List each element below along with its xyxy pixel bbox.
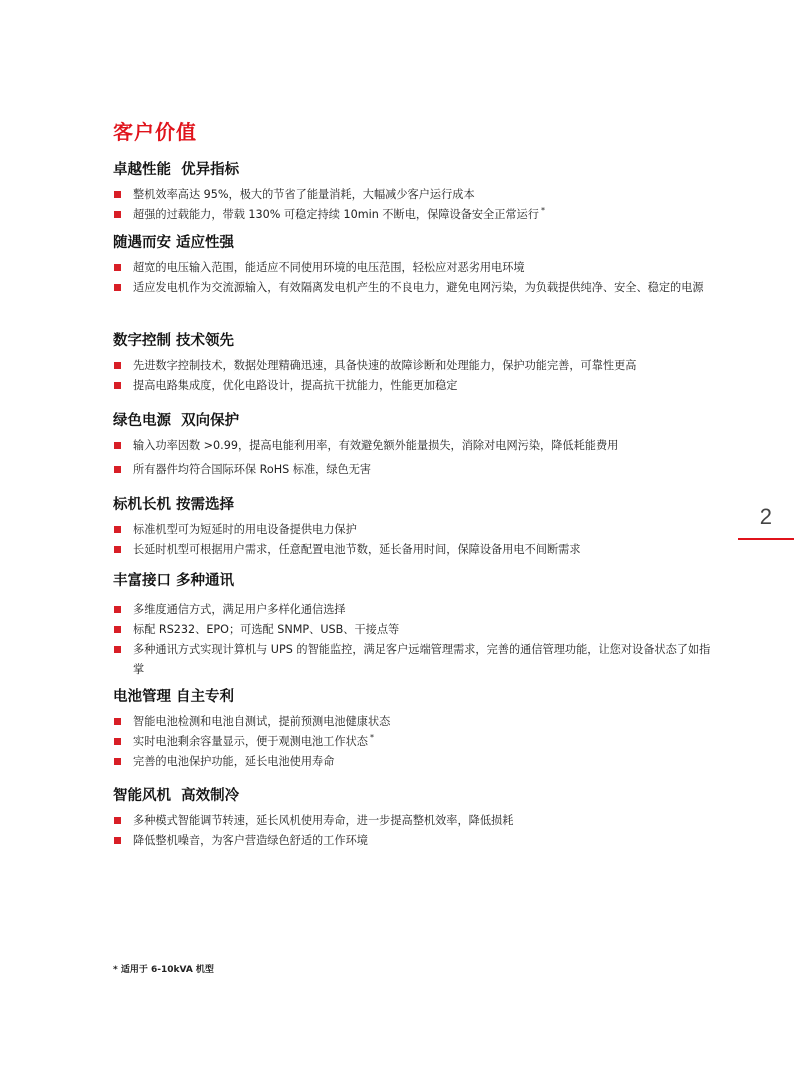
- square-bullet-icon: [114, 646, 121, 653]
- list-item: 智能电池检测和电池自测试，提前预测电池健康状态: [113, 712, 713, 732]
- list-item: 标配 RS232、EPO；可选配 SNMP、USB、干接点等: [113, 620, 713, 640]
- section-green-power: [113, 412, 713, 480]
- section-heading: 智能风机 高效制冷: [113, 788, 240, 804]
- list-item: 适应发电机作为交流源输入，有效隔离发电机产生的不良电力，避免电网污染，为负载提供纯净、安全、稳定的电源: [113, 278, 713, 298]
- square-bullet-icon: [114, 526, 121, 533]
- page-number-underline: [738, 538, 794, 540]
- page-title: 客户价值: [113, 120, 197, 144]
- square-bullet-icon: [114, 817, 121, 824]
- square-bullet-icon: [114, 362, 121, 369]
- list-item: 多维度通信方式，满足用户多样化通信选择: [113, 600, 713, 620]
- list-item: 所有器件均符合国际环保 RoHS 标准，绿色无害: [113, 460, 713, 480]
- list-item: 多种模式智能调节转速，延长风机使用寿命，进一步提高整机效率，降低损耗: [113, 811, 713, 831]
- section-heading: 标机长机 按需选择: [113, 497, 235, 513]
- list-item: 先进数字控制技术，数据处理精确迅速，具备快速的故障诊断和处理能力，保护功能完善，可靠性更高: [113, 356, 713, 376]
- square-bullet-icon: [114, 626, 121, 633]
- square-bullet-icon: [114, 606, 121, 613]
- list-item: 多种通讯方式实现计算机与 UPS 的智能监控，满足客户远端管理需求，完善的通信管理功能，让您对设备状态了如指掌: [113, 640, 713, 680]
- square-bullet-icon: [114, 382, 121, 389]
- square-bullet-icon: [114, 758, 121, 765]
- section-heading: 丰富接口 多种通讯: [113, 573, 235, 589]
- section-fan: [113, 787, 713, 851]
- list-item: 输入功率因数 >0.99，提高电能利用率，有效避免额外能量损失，消除对电网污染，降低耗能费用: [113, 436, 713, 456]
- section-heading: 绿色电源 双向保护: [113, 413, 240, 429]
- square-bullet-icon: [114, 837, 121, 844]
- square-bullet-icon: [114, 284, 121, 291]
- footnote: * 适用于 6-10kVA 机型: [113, 965, 214, 975]
- section-heading: 卓越性能 优异指标: [113, 162, 240, 178]
- page-number: 2: [759, 504, 772, 529]
- square-bullet-icon: [114, 191, 121, 198]
- list-item: 超强的过载能力，带载 130% 可稳定持续 10min 不断电，保障设备安全正常运行 *: [113, 205, 713, 225]
- list-item: 降低整机噪音，为客户营造绿色舒适的工作环境: [113, 831, 713, 851]
- list-item: 实时电池剩余容量显示，便于观测电池工作状态 *: [113, 732, 713, 752]
- square-bullet-icon: [114, 264, 121, 271]
- square-bullet-icon: [114, 466, 121, 473]
- section-heading: 数字控制 技术领先: [113, 333, 235, 349]
- list-item: 提高电路集成度，优化电路设计，提高抗干扰能力，性能更加稳定: [113, 376, 713, 396]
- section-adaptability: [113, 234, 713, 298]
- section-interfaces: [113, 572, 713, 680]
- list-item: 长延时机型可根据用户需求，任意配置电池节数，延长备用时间，保障设备用电不间断需求: [113, 540, 713, 560]
- list-item: 整机效率高达 95%，极大的节省了能量消耗，大幅减少客户运行成本: [113, 185, 713, 205]
- square-bullet-icon: [114, 738, 121, 745]
- section-heading: 随遇而安 适应性强: [113, 235, 235, 251]
- square-bullet-icon: [114, 211, 121, 218]
- square-bullet-icon: [114, 442, 121, 449]
- section-performance: [113, 161, 713, 225]
- list-item: 超宽的电压输入范围，能适应不同使用环境的电压范围，轻松应对恶劣用电环境: [113, 258, 713, 278]
- section-battery: [113, 688, 713, 772]
- square-bullet-icon: [114, 546, 121, 553]
- list-item: 标准机型可为短延时的用电设备提供电力保护: [113, 520, 713, 540]
- square-bullet-icon: [114, 718, 121, 725]
- list-item: 完善的电池保护功能，延长电池使用寿命: [113, 752, 713, 772]
- section-digital-control: [113, 332, 713, 396]
- section-heading: 电池管理 自主专利: [113, 689, 235, 705]
- section-models: [113, 496, 713, 560]
